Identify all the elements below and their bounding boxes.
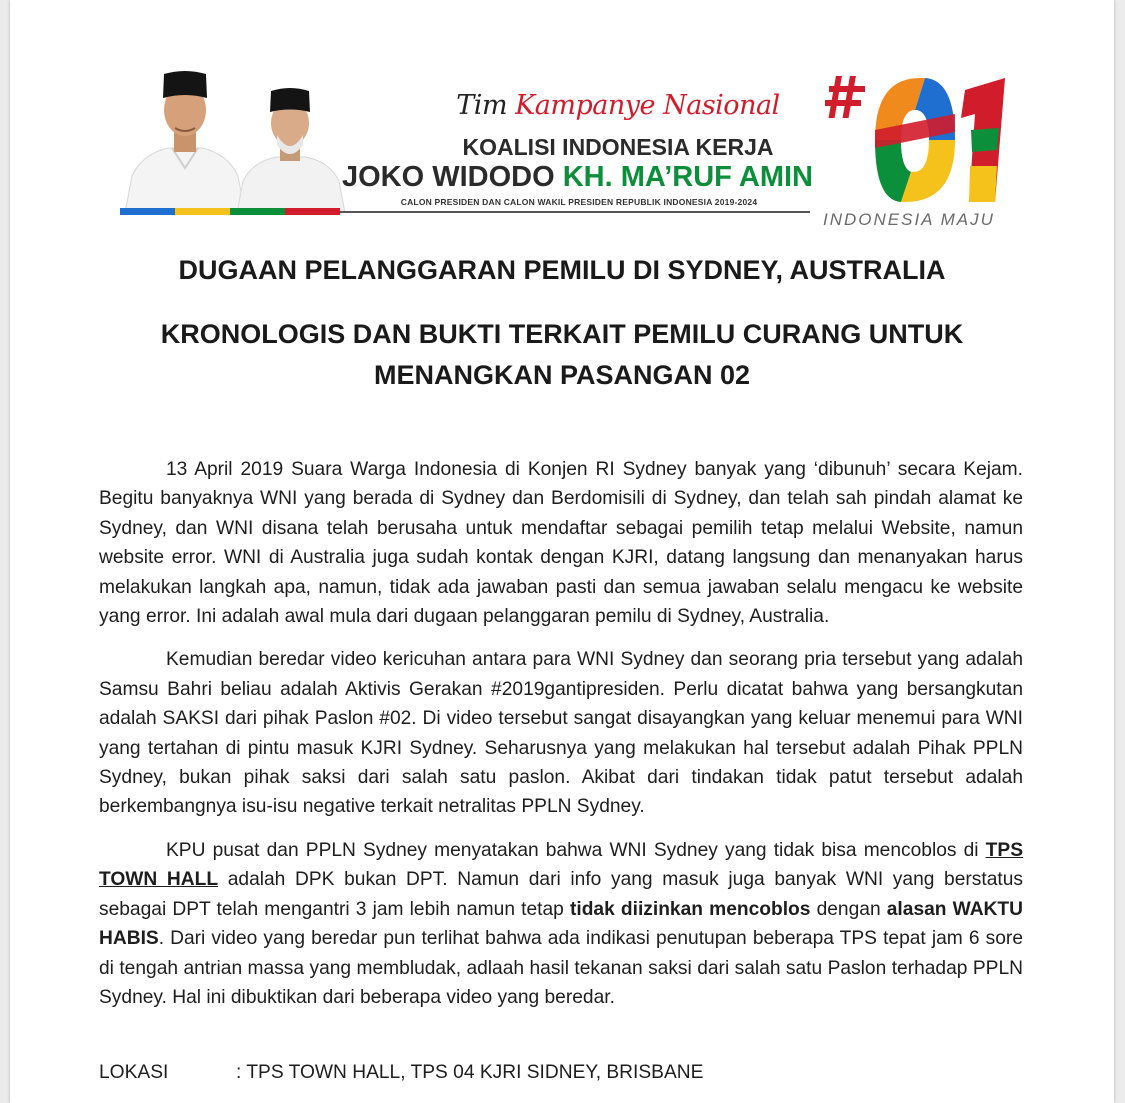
decor-rule [340, 211, 810, 213]
number-01-logo [815, 70, 1015, 215]
candidate-photo-president [120, 68, 250, 213]
location-label: LOKASI [99, 1062, 169, 1083]
candidate-photo-vice [233, 85, 348, 213]
vice-president-name: KH. MA’RUF AMIN [562, 161, 813, 193]
decor-stripe [285, 208, 340, 215]
decor-stripe [120, 208, 175, 215]
paragraph-2: Kemudian beredar video kericuhan antara para WNI Sydney dan seorang pria tersebut yang adalah Samsu Bahri beliau adalah Aktivis Gerakan #2019gantipresiden. Perlu dicatat bahwa yang bersangkutan adalah SAKSI dari pihak Paslon #02. Di video tersebut sangat disayangkan yang keluar menemui para WNI yang tertahan di pintu masuk KJRI Sydney. Seharusnya yang melakukan hal tersebut adalah Pihak PPLN Sydney, bukan pihak saksi dari salah satu paslon. Akibat dari tindakan tidak patut tersebut adalah berkembangnya isu-isu negative terkait netralitas PPLN Sydney. [99, 649, 1023, 818]
location-line [99, 1062, 703, 1084]
location-value: : TPS TOWN HALL, TPS 04 KJRI SIDNEY, BRISBANE [236, 1062, 704, 1083]
emphasis-tps-town-hall: TPS TOWN HALL [99, 839, 1023, 891]
candidate-subline: CALON PRESIDEN DAN CALON WAKIL PRESIDEN REPUBLIK INDONESIA 2019-2024 [400, 197, 758, 207]
campaign-team-title: Tim Kampanye Nasional [456, 90, 780, 121]
coalition-name: KOALISI INDONESIA KERJA [462, 134, 774, 160]
decor-stripe [230, 208, 285, 215]
document-title: DUGAAN PELANGGARAN PEMILU DI SYDNEY, AUSTRALIA [178, 255, 946, 285]
decor-stripe [175, 208, 230, 215]
president-name: JOKO WIDODO [342, 161, 555, 193]
subtitle-line: KRONOLOGIS DAN BUKTI TERKAIT PEMILU CURANG UNTUK [160, 319, 964, 349]
emphasis-not-allowed: tidak diizinkan mencoblos [569, 898, 811, 920]
emphasis-reason: alasan WAKTU HABIS [99, 898, 1023, 950]
document-page [10, 0, 1114, 1103]
paragraph-1: 13 April 2019 Suara Warga Indonesia di Konjen RI Sydney banyak yang ‘dibunuh’ secara Kejam. Begitu banyaknya WNI yang berada di Sydney dan Berdomisili di Sydney, dan telah sah pindah alamat ke Sydney, dan WNI disana telah berusaha untuk mendaftar sebagai pemilih tetap melalui Website, namun website error. WNI di Australia juga sudah kontak dengan KJRI, datang langsung dan menanyakan harus melakukan langkah apa, namun, tidak ada jawaban pasti dan semua jawaban selalu mengacu ke website yang error. Ini adalah awal mula dari dugaan pelanggaran pemilu di Sydney, Australia. [99, 459, 1023, 628]
campaign-banner [105, 60, 1025, 235]
candidate-names [342, 161, 812, 194]
document-subtitle [10, 314, 1114, 396]
badge-tagline: INDONESIA MAJU [823, 210, 995, 229]
paragraph-3: KPU pusat dan PPLN Sydney menyatakan bahwa WNI Sydney yang tidak bisa mencoblos di TPS TOWN HALL adalah DPK bukan DPT. Namun dari info yang masuk juga banyak WNI yang berstatus sebagai DPT telah mengantri 3 jam lebih namun tetap tidak diizinkan mencoblos dengan alasan WAKTU HABIS. Dari video yang beredar pun terlihat bahwa ada indikasi penutupan beberapa TPS tepat jam 6 sore di tengah antrian massa yang membludak, adlaah hasil tekanan saksi dari salah satu Paslon terhadap PPLN Sydney. Hal ini dibuktikan dari beberapa video yang beredar. [99, 839, 1023, 1008]
document-body [99, 455, 1023, 1026]
subtitle-line: MENANGKAN PASANGAN 02 [373, 360, 751, 390]
